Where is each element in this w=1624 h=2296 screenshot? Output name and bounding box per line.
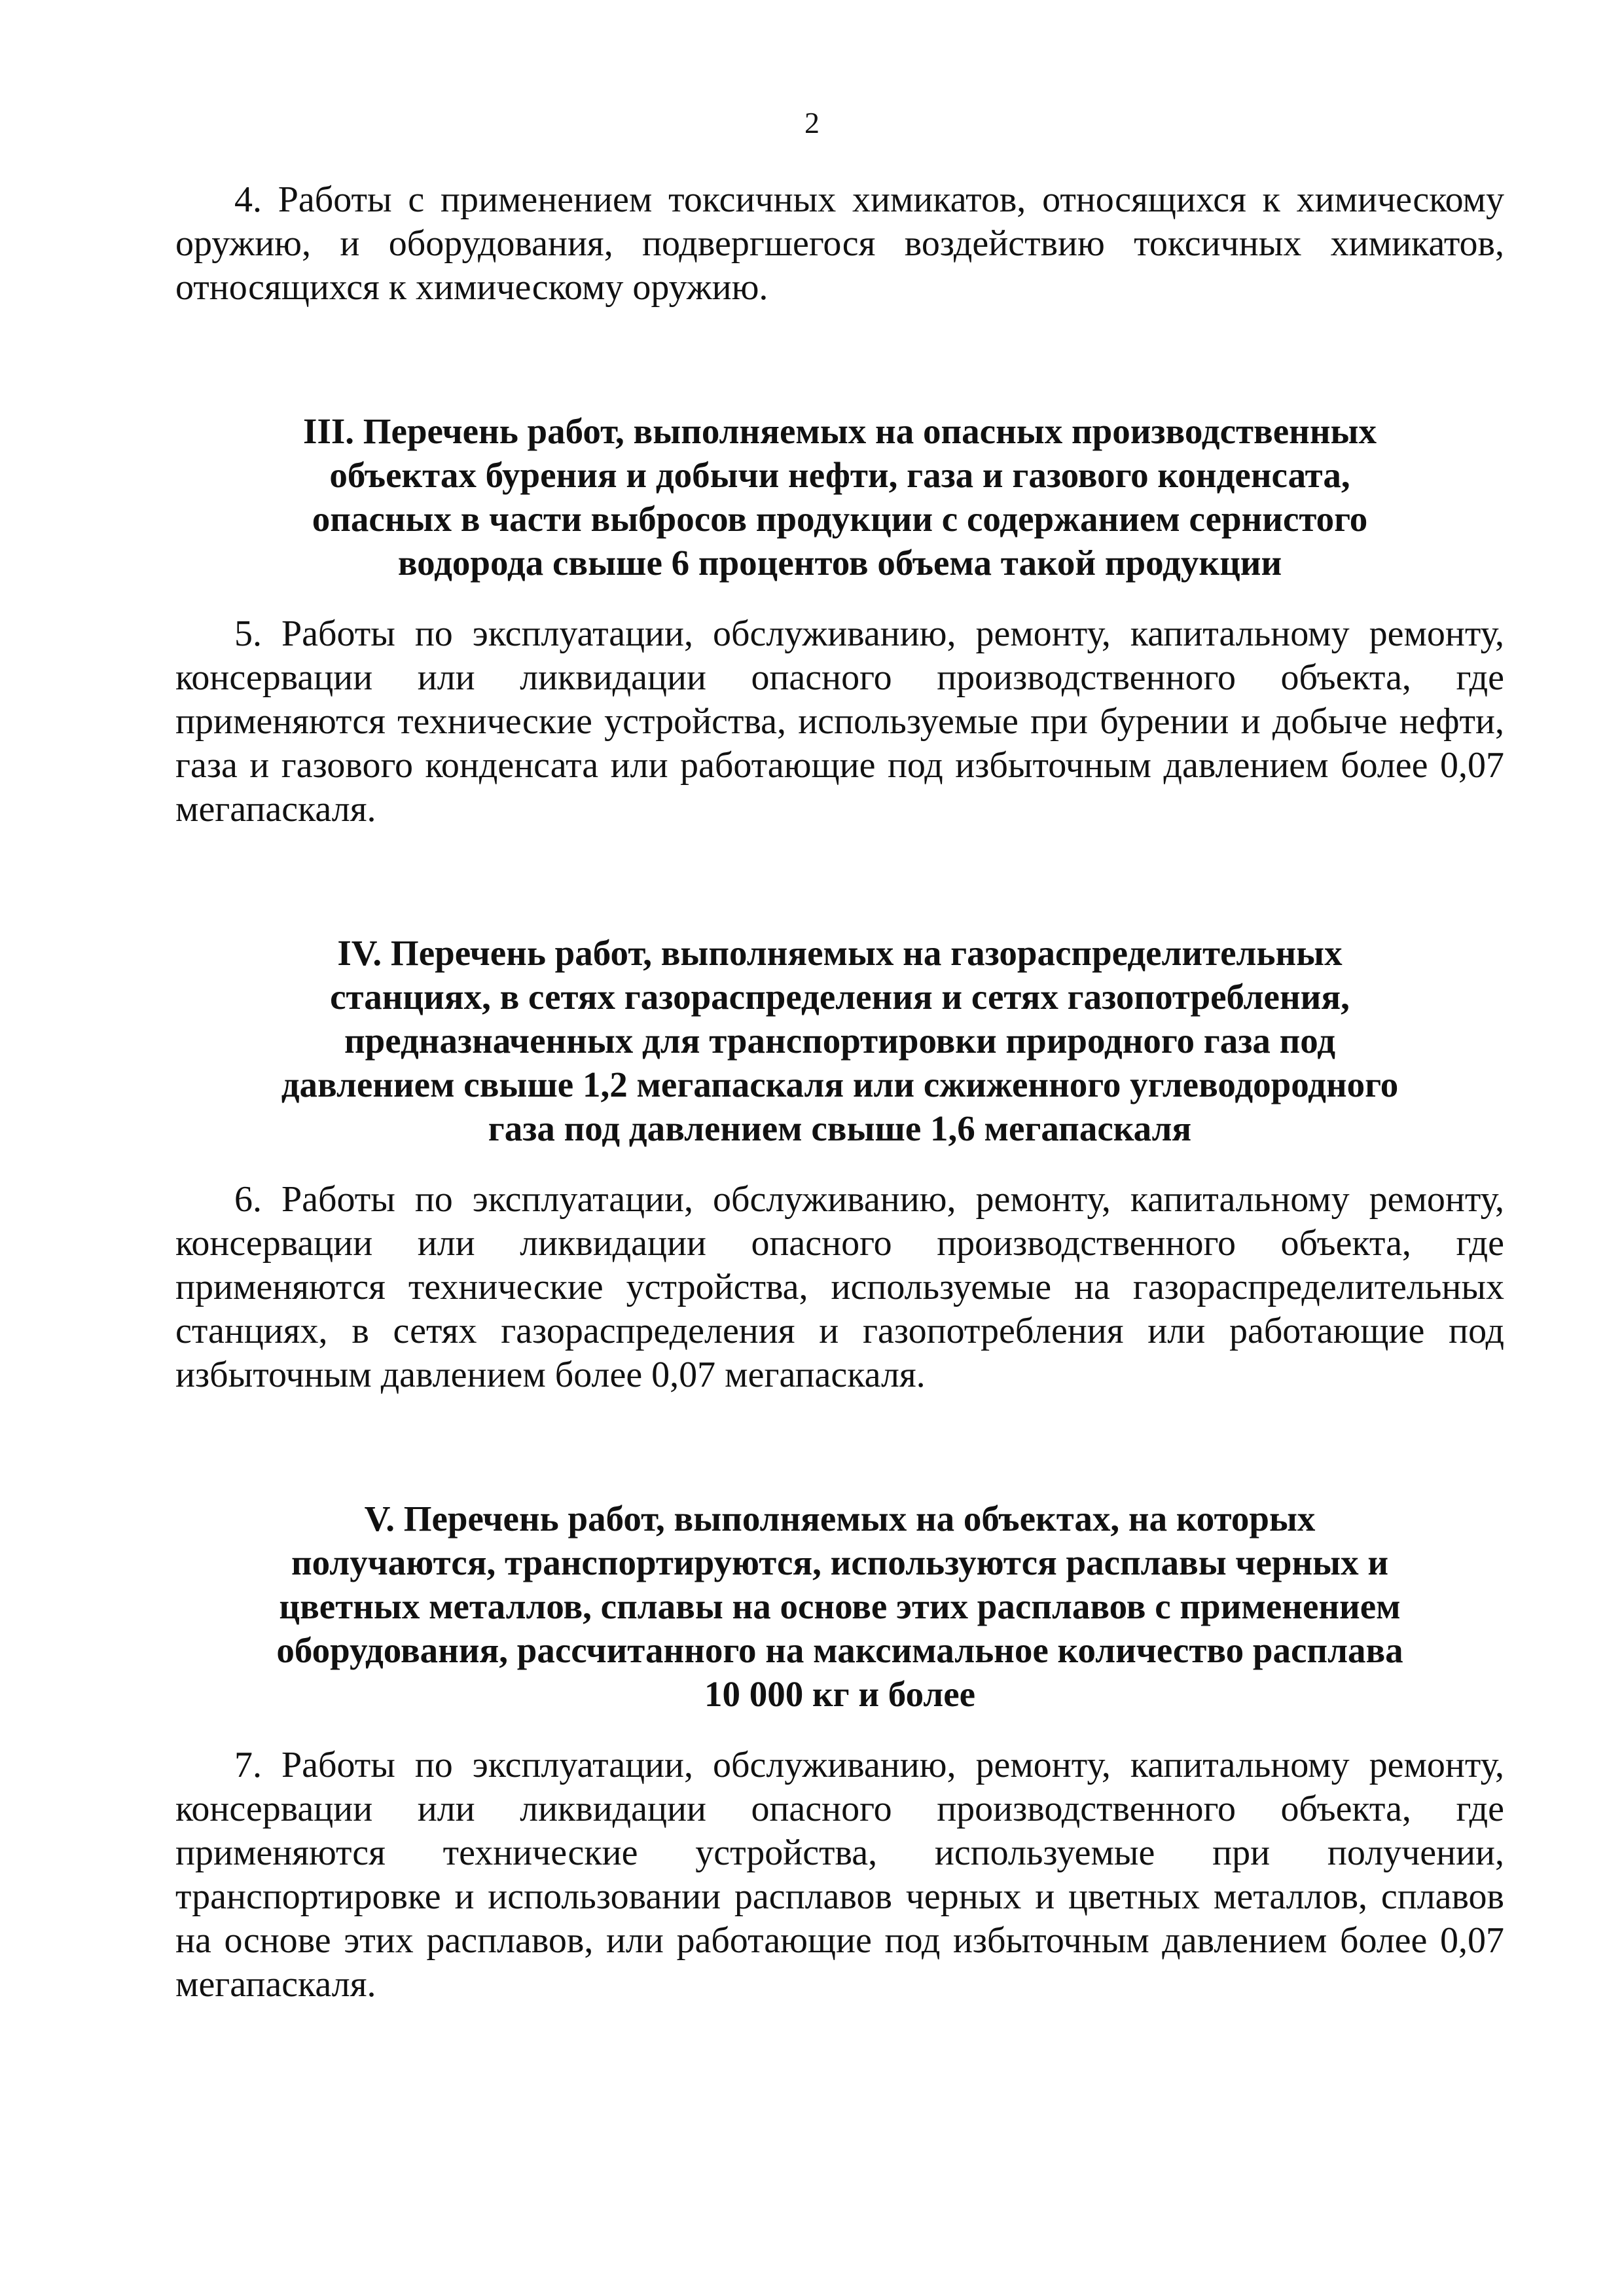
paragraph-item-6: 6. Работы по эксплуатации, обслуживанию, ремонту, капитальному ремонту, консервации или ликвидации опасного производственного объекта, где применяются технические устройства, используемые на газораспределительных станциях, в сетях газораспределения и газопотребления или работающие под избыточным давлением более 0,07 мегапаскаля. — [175, 1179, 1504, 1395]
paragraph-item-7: 7. Работы по эксплуатации, обслуживанию, ремонту, капитальному ремонту, консервации или ликвидации опасного производственного объекта, где применяются технические устройства, используемые при получении, транспортировке и использовании расплавов черных и цветных металлов, сплавов на основе этих расплавов, или работающие под избыточным давлением более 0,07 мегапаскаля. — [175, 1745, 1504, 2005]
section-heading-iii — [218, 409, 1462, 585]
heading-line: получаются, транспортируются, используются расплавы черных и — [291, 1542, 1389, 1582]
page-number: 2 — [804, 106, 820, 139]
heading-line: опасных в части выбросов продукции с содержанием сернистого — [312, 499, 1368, 539]
heading-line: 10 000 кг и более — [704, 1674, 976, 1714]
heading-line: объектах бурения и добычи нефти, газа и газового конденсата, — [329, 455, 1350, 495]
heading-line: оборудования, рассчитанного на максимальное количество расплава — [276, 1630, 1403, 1670]
heading-line: IV. Перечень работ, выполняемых на газораспределительных — [337, 933, 1343, 973]
section-heading-v — [202, 1497, 1478, 1716]
heading-line: V. Перечень работ, выполняемых на объектах, на которых — [364, 1499, 1316, 1539]
heading-line: давлением свыше 1,2 мегапаскаля или сжиженного углеводородного — [281, 1065, 1399, 1104]
section-heading-iv — [218, 931, 1462, 1150]
heading-line: водорода свыше 6 процентов объема такой продукции — [397, 543, 1282, 583]
heading-line: станциях, в сетях газораспределения и сетях газопотребления, — [330, 977, 1350, 1017]
paragraph-item-4: 4. Работы с применением токсичных химикатов, относящихся к химическому оружию, и оборудования, подвергшегося воздействию токсичных химикатов, относящихся к химическому оружию. — [175, 179, 1504, 308]
paragraph-item-5: 5. Работы по эксплуатации, обслуживанию, ремонту, капитальному ремонту, консервации или ликвидации опасного производственного объекта, где применяются технические устройства, используемые при бурении и добыче нефти, газа и газового конденсата или работающие под избыточным давлением более 0,07 мегапаскаля. — [175, 613, 1504, 829]
heading-line: цветных металлов, сплавы на основе этих расплавов с применением — [279, 1586, 1401, 1626]
document-body — [175, 178, 1504, 2007]
heading-line: III. Перечень работ, выполняемых на опасных производственных — [303, 411, 1377, 451]
heading-line: газа под давлением свыше 1,6 мегапаскаля — [488, 1108, 1192, 1148]
heading-line: предназначенных для транспортировки природного газа под — [344, 1021, 1336, 1061]
